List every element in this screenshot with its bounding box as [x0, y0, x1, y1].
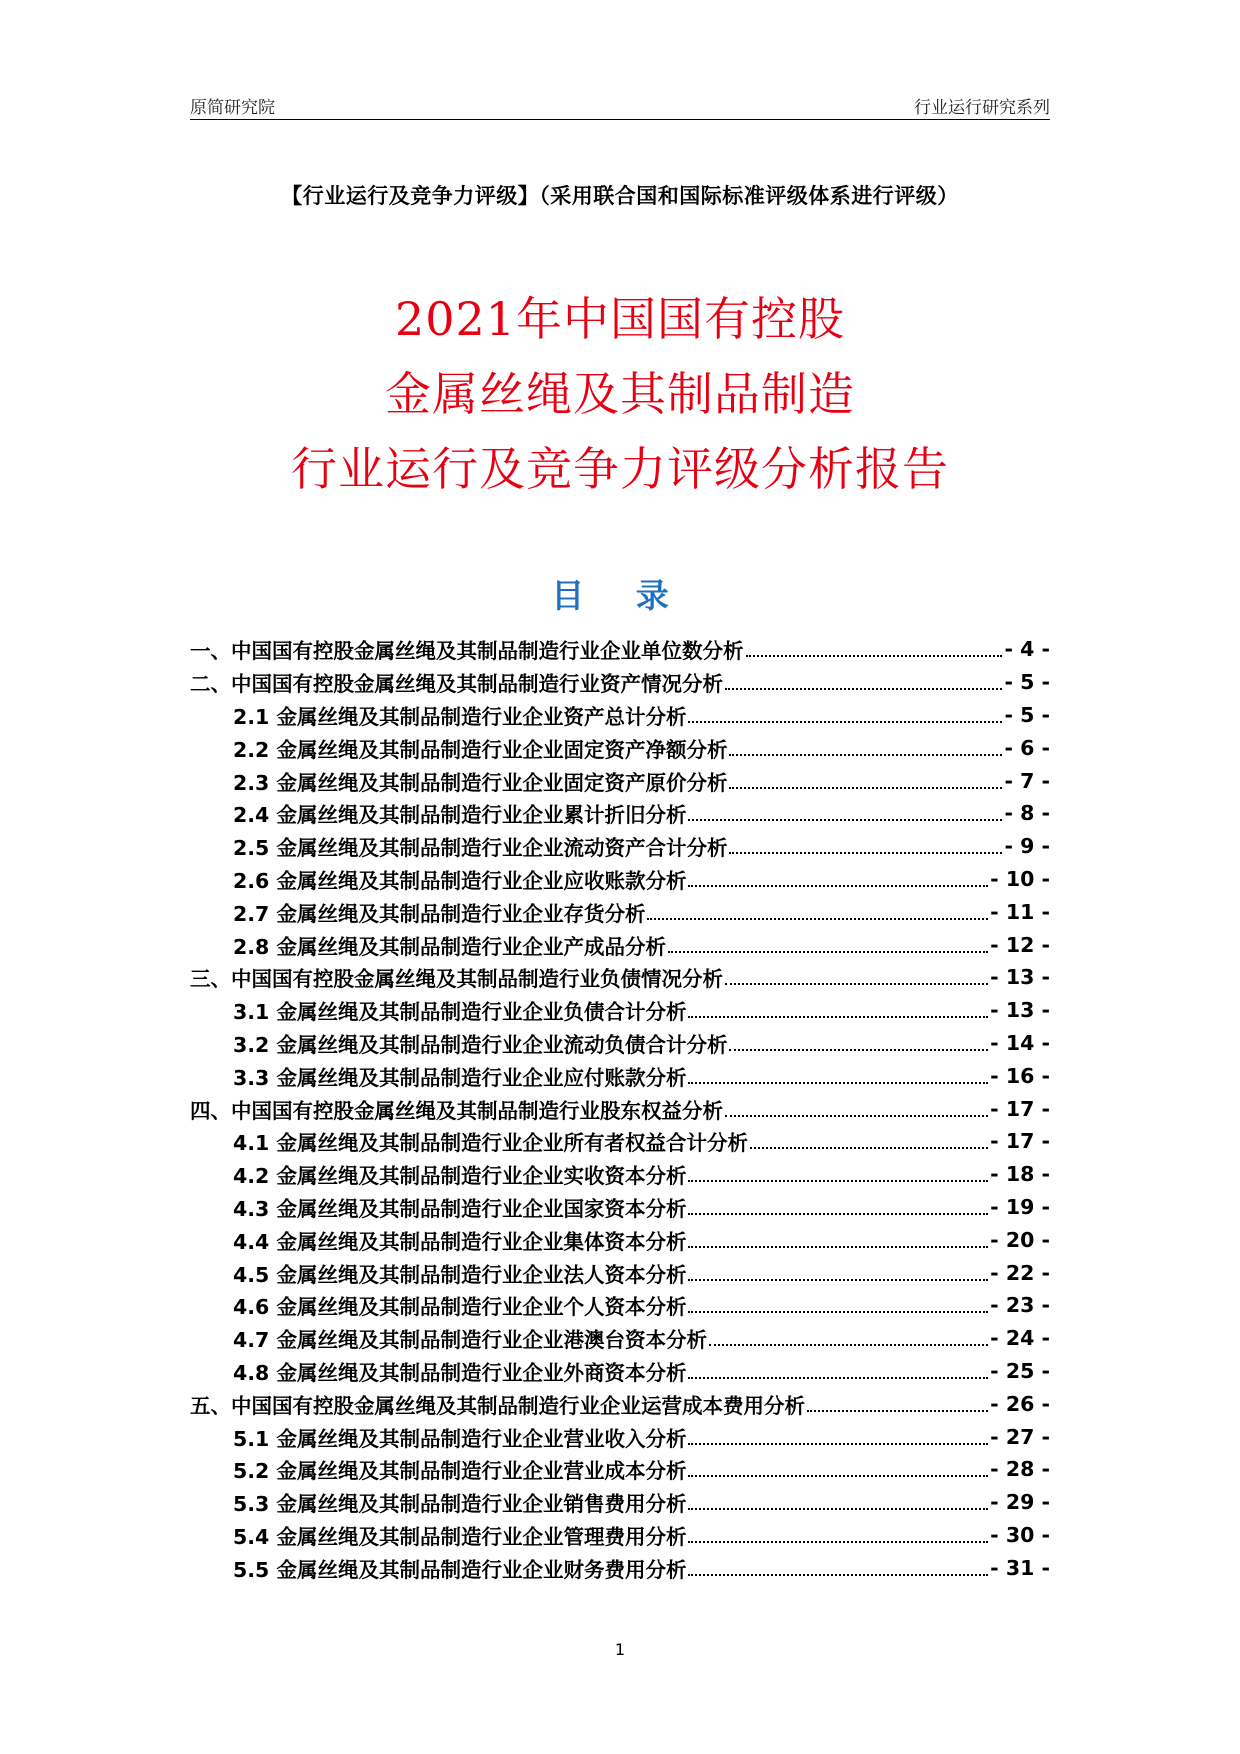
toc-dot-leader	[668, 951, 988, 953]
toc-entry[interactable]	[190, 666, 1050, 699]
toc-entry-label: 5.1 金属丝绳及其制品制造行业企业营业收入分析	[233, 1426, 687, 1451]
toc-dot-leader	[688, 721, 1002, 723]
toc-entry-label: 2.1 金属丝绳及其制品制造行业企业资产总计分析	[233, 704, 687, 729]
toc-entry-label: 3.1 金属丝绳及其制品制造行业企业负债合计分析	[233, 1000, 687, 1025]
toc-dot-leader	[729, 787, 1002, 789]
page-number: 1	[614, 1640, 626, 1659]
toc-entry-page: - 19 -	[990, 1194, 1050, 1219]
toc-entry[interactable]	[190, 1158, 1050, 1191]
header-right-text: 行业运行研究系列	[914, 98, 1050, 118]
toc-entry[interactable]	[190, 1191, 1050, 1224]
toc-dot-leader	[725, 983, 988, 985]
toc-entry-page: - 4 -	[1004, 637, 1050, 662]
toc-entry-page: - 27 -	[990, 1424, 1050, 1449]
toc-entry-page: - 25 -	[990, 1358, 1050, 1383]
toc-dot-leader	[688, 1574, 988, 1576]
toc-entry[interactable]	[190, 1453, 1050, 1486]
toc-dot-leader	[688, 1180, 988, 1182]
toc-dot-leader	[729, 852, 1002, 854]
toc-entry-label: 2.5 金属丝绳及其制品制造行业企业流动资产合计分析	[233, 836, 728, 861]
toc-entry-label: 4.8 金属丝绳及其制品制造行业企业外商资本分析	[233, 1360, 687, 1385]
toc-dot-leader	[688, 1377, 988, 1379]
header-rule	[190, 119, 1050, 120]
toc-entry-page: - 17 -	[990, 1096, 1050, 1121]
toc-entry-page: - 13 -	[990, 965, 1050, 990]
report-subtitle: 【行业运行及竞争力评级】（采用联合国和国际标准评级体系进行评级）	[281, 184, 959, 208]
toc-entry[interactable]	[190, 699, 1050, 732]
toc-dot-leader	[688, 1246, 988, 1248]
toc-entry-label: 一、中国国有控股金属丝绳及其制品制造行业企业单位数分析	[190, 639, 744, 664]
toc-entry-label: 4.7 金属丝绳及其制品制造行业企业港澳台资本分析	[233, 1328, 707, 1353]
toc-entry[interactable]	[190, 1420, 1050, 1453]
toc-entry[interactable]	[190, 1322, 1050, 1355]
toc-entry-label: 5.5 金属丝绳及其制品制造行业企业财务费用分析	[233, 1557, 687, 1582]
toc-entry[interactable]	[190, 1256, 1050, 1289]
toc-entry[interactable]	[190, 1059, 1050, 1092]
toc-entry[interactable]	[190, 1519, 1050, 1552]
toc-entry-label: 4.5 金属丝绳及其制品制造行业企业法人资本分析	[233, 1262, 687, 1287]
toc-entry-label: 2.4 金属丝绳及其制品制造行业企业累计折旧分析	[233, 803, 687, 828]
toc-heading: 目 录	[551, 576, 689, 615]
title-line-2: 金属丝绳及其制品制造	[385, 367, 855, 421]
toc-dot-leader	[688, 819, 1002, 821]
toc-entry[interactable]	[190, 1551, 1050, 1584]
toc-entry-page: - 6 -	[1004, 735, 1050, 760]
toc-entry-label: 5.2 金属丝绳及其制品制造行业企业营业成本分析	[233, 1459, 687, 1484]
toc-entry-label: 三、中国国有控股金属丝绳及其制品制造行业负债情况分析	[190, 967, 723, 992]
toc-dot-leader	[688, 1311, 988, 1313]
toc-dot-leader	[729, 1049, 988, 1051]
toc-entry-page: - 5 -	[1004, 702, 1050, 727]
toc-entry-page: - 18 -	[990, 1162, 1050, 1187]
toc-entry-page: - 9 -	[1004, 834, 1050, 859]
page-header	[190, 88, 1050, 118]
toc-dot-leader	[807, 1410, 988, 1412]
toc-dot-leader	[729, 754, 1002, 756]
toc-entry-page: - 26 -	[990, 1391, 1050, 1416]
toc-dot-leader	[688, 1508, 988, 1510]
toc-entry-page: - 11 -	[990, 899, 1050, 924]
toc-entry[interactable]	[190, 1092, 1050, 1125]
toc-dot-leader	[688, 1279, 988, 1281]
table-of-contents	[190, 633, 1050, 1584]
toc-dot-leader	[688, 1082, 988, 1084]
toc-entry-label: 四、中国国有控股金属丝绳及其制品制造行业股东权益分析	[190, 1098, 723, 1123]
toc-dot-leader	[709, 1344, 988, 1346]
toc-entry[interactable]	[190, 863, 1050, 896]
toc-entry[interactable]	[190, 633, 1050, 666]
toc-entry[interactable]	[190, 764, 1050, 797]
toc-dot-leader	[688, 885, 988, 887]
report-title	[0, 282, 1240, 507]
toc-entry[interactable]	[190, 994, 1050, 1027]
toc-dot-leader	[688, 1016, 988, 1018]
toc-entry-page: - 5 -	[1004, 670, 1050, 695]
toc-entry[interactable]	[190, 1223, 1050, 1256]
toc-dot-leader	[688, 1475, 988, 1477]
toc-entry-label: 2.3 金属丝绳及其制品制造行业企业固定资产原价分析	[233, 770, 728, 795]
toc-entry[interactable]	[190, 1125, 1050, 1158]
toc-entry-page: - 20 -	[990, 1227, 1050, 1252]
toc-entry-label: 五、中国国有控股金属丝绳及其制品制造行业企业运营成本费用分析	[190, 1393, 805, 1418]
toc-entry-page: - 28 -	[990, 1457, 1050, 1482]
toc-entry-page: - 30 -	[990, 1522, 1050, 1547]
header-left-text: 原简研究院	[190, 98, 275, 118]
toc-entry-page: - 23 -	[990, 1293, 1050, 1318]
toc-entry[interactable]	[190, 1486, 1050, 1519]
toc-dot-leader	[725, 1115, 988, 1117]
toc-entry-page: - 7 -	[1004, 768, 1050, 793]
toc-entry-page: - 22 -	[990, 1260, 1050, 1285]
toc-entry-label: 2.2 金属丝绳及其制品制造行业企业固定资产净额分析	[233, 737, 728, 762]
toc-entry[interactable]	[190, 1355, 1050, 1388]
toc-entry[interactable]	[190, 731, 1050, 764]
toc-entry-page: - 17 -	[990, 1129, 1050, 1154]
toc-entry-label: 4.3 金属丝绳及其制品制造行业企业国家资本分析	[233, 1196, 687, 1221]
toc-entry-page: - 16 -	[990, 1063, 1050, 1088]
toc-entry-page: - 29 -	[990, 1490, 1050, 1515]
toc-entry-page: - 31 -	[990, 1555, 1050, 1580]
toc-dot-leader	[746, 655, 1003, 657]
title-line-1: 2021年中国国有控股	[394, 292, 846, 346]
toc-entry-label: 二、中国国有控股金属丝绳及其制品制造行业资产情况分析	[190, 672, 723, 697]
toc-entry-label: 2.8 金属丝绳及其制品制造行业企业产成品分析	[233, 934, 666, 959]
toc-entry-label: 4.1 金属丝绳及其制品制造行业企业所有者权益合计分析	[233, 1131, 748, 1156]
toc-dot-leader	[725, 688, 1002, 690]
toc-entry-label: 5.3 金属丝绳及其制品制造行业企业销售费用分析	[233, 1492, 687, 1517]
toc-entry[interactable]	[190, 1387, 1050, 1420]
toc-entry-label: 2.7 金属丝绳及其制品制造行业企业存货分析	[233, 901, 646, 926]
title-line-3: 行业运行及竞争力评级分析报告	[291, 442, 949, 496]
toc-entry-label: 2.6 金属丝绳及其制品制造行业企业应收账款分析	[233, 868, 687, 893]
toc-entry[interactable]	[190, 928, 1050, 961]
toc-entry-label: 4.6 金属丝绳及其制品制造行业企业个人资本分析	[233, 1295, 687, 1320]
toc-entry-label: 3.2 金属丝绳及其制品制造行业企业流动负债合计分析	[233, 1032, 728, 1057]
toc-entry[interactable]	[190, 895, 1050, 928]
toc-entry-page: - 12 -	[990, 932, 1050, 957]
toc-dot-leader	[647, 918, 988, 920]
toc-dot-leader	[688, 1213, 988, 1215]
toc-dot-leader	[750, 1147, 988, 1149]
toc-entry[interactable]	[190, 961, 1050, 994]
toc-entry-page: - 14 -	[990, 1030, 1050, 1055]
toc-entry[interactable]	[190, 830, 1050, 863]
toc-entry-page: - 24 -	[990, 1326, 1050, 1351]
toc-entry[interactable]	[190, 1027, 1050, 1060]
toc-entry[interactable]	[190, 797, 1050, 830]
toc-entry-page: - 10 -	[990, 866, 1050, 891]
toc-entry-label: 4.4 金属丝绳及其制品制造行业企业集体资本分析	[233, 1229, 687, 1254]
toc-entry-label: 5.4 金属丝绳及其制品制造行业企业管理费用分析	[233, 1524, 687, 1549]
toc-entry-label: 3.3 金属丝绳及其制品制造行业企业应付账款分析	[233, 1065, 687, 1090]
toc-entry[interactable]	[190, 1289, 1050, 1322]
toc-entry-label: 4.2 金属丝绳及其制品制造行业企业实收资本分析	[233, 1164, 687, 1189]
toc-dot-leader	[688, 1443, 988, 1445]
toc-dot-leader	[688, 1541, 988, 1543]
toc-entry-page: - 13 -	[990, 998, 1050, 1023]
toc-entry-page: - 8 -	[1004, 801, 1050, 826]
